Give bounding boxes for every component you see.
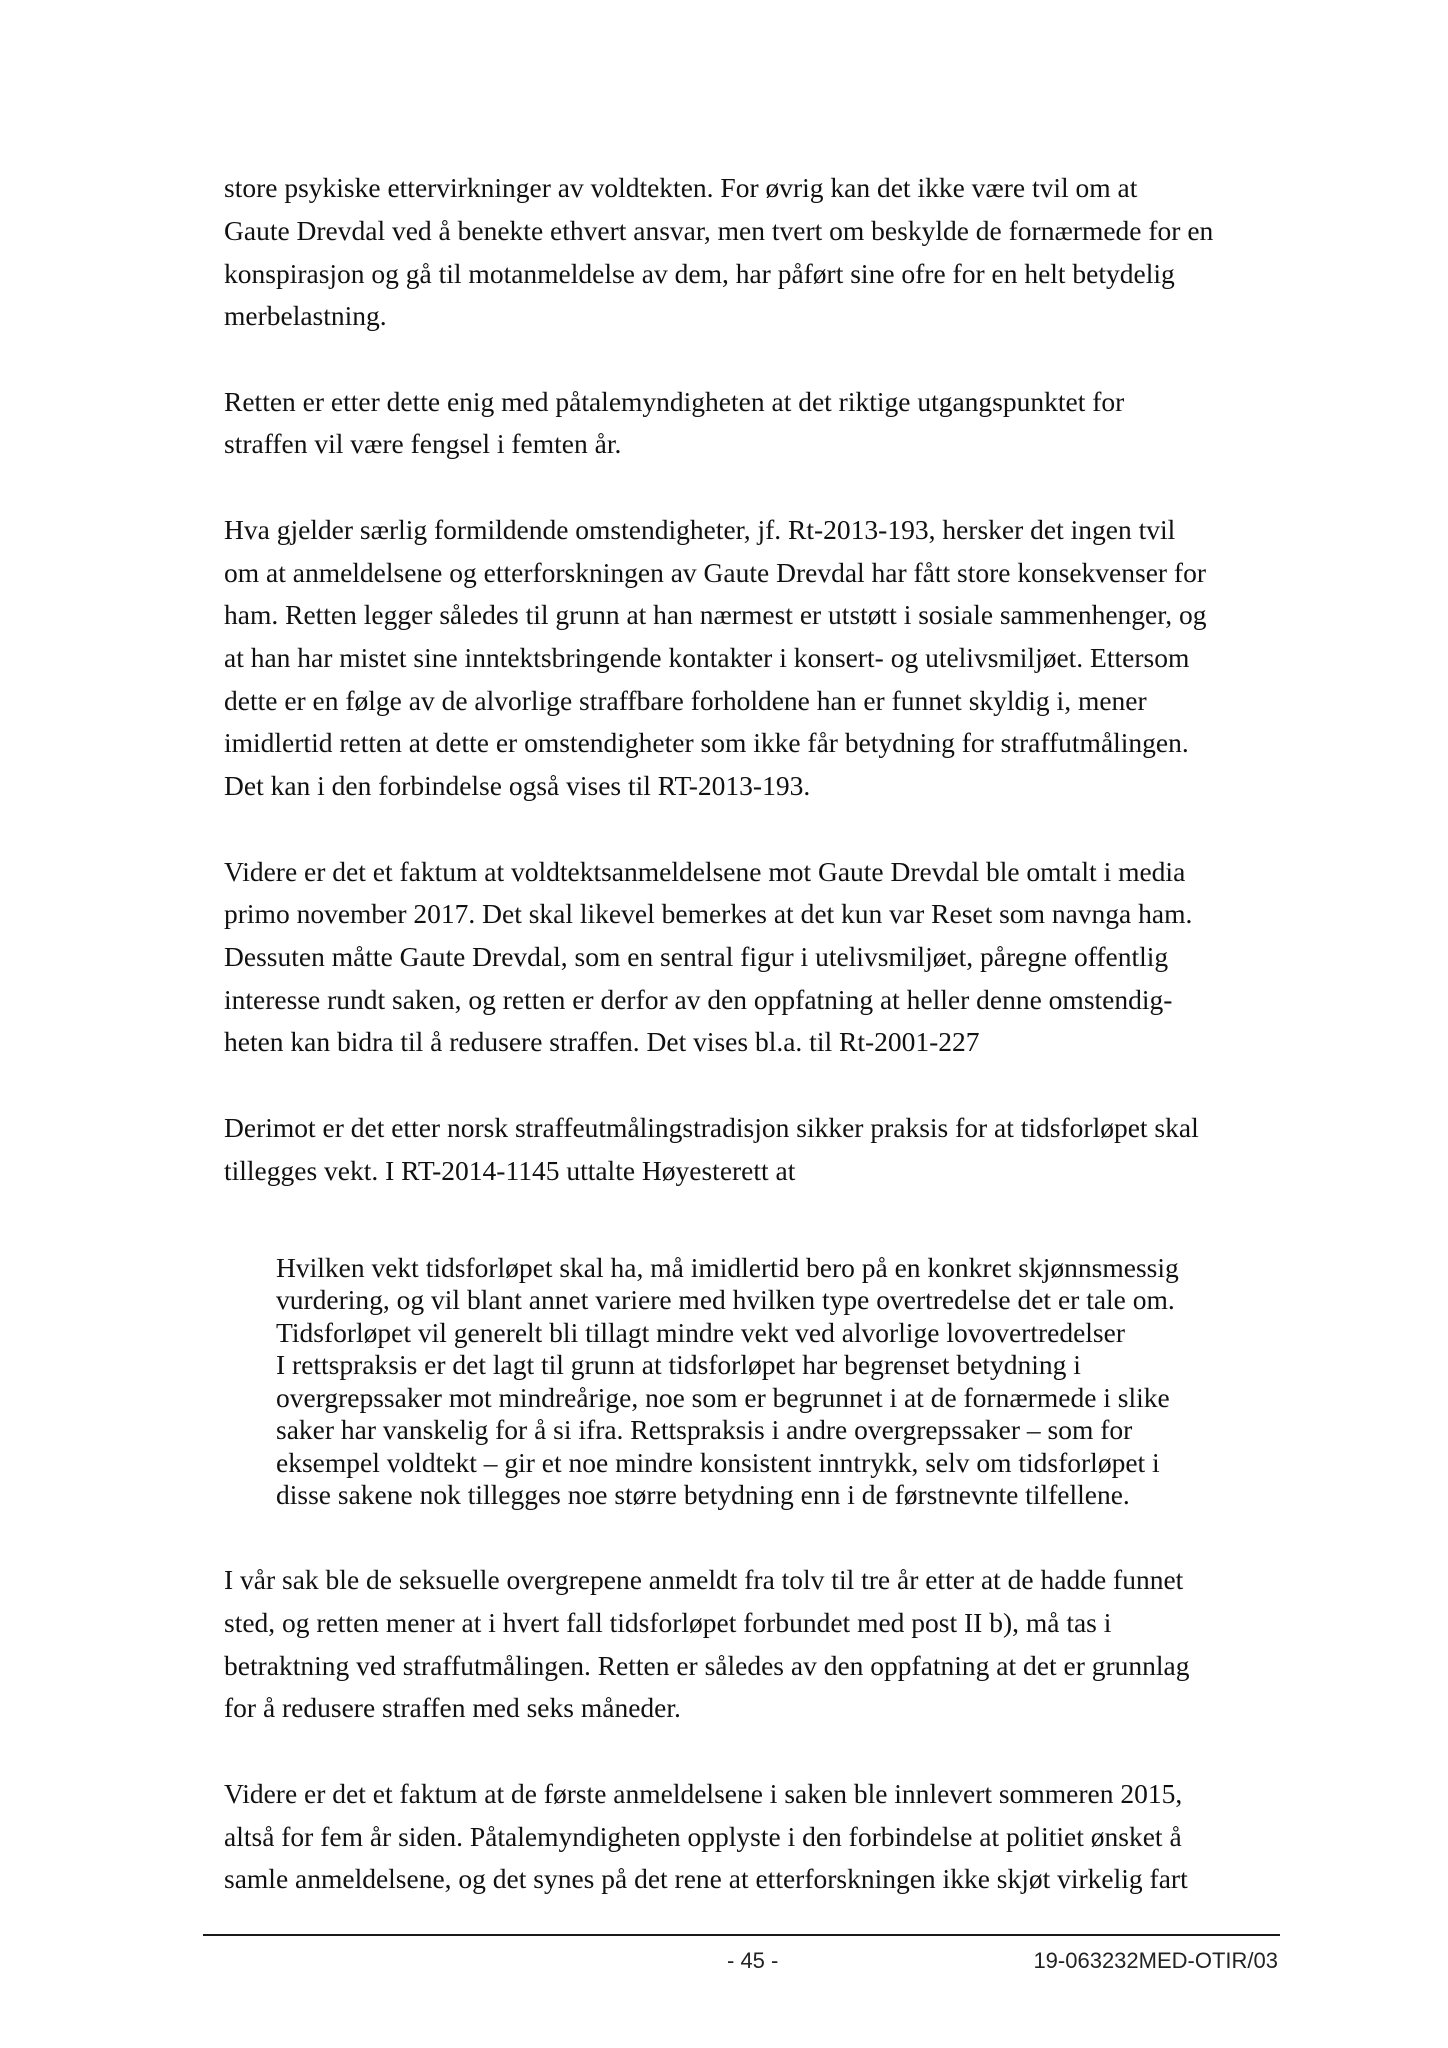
text-line: konspirasjon og gå til motanmeldelse av dem, har påført sine ofre for en helt betydelig (224, 258, 1175, 289)
quote-line: Tidsforløpet vil generelt bli tillagt mindre vekt ved alvorlige lovovertredelser (276, 1317, 1125, 1348)
quote-line: disse sakene nok tillegges noe større betydning enn i de førstnevnte tilfellene. (276, 1479, 1130, 1510)
page-number: - 45 - (727, 1948, 779, 1973)
quote-line: saker har vanskelig for å si ifra. Rettspraksis i andre overgrepssaker – som for (276, 1414, 1133, 1445)
text-line: Gaute Drevdal ved å benekte ethvert ansvar, men tvert om beskylde de fornærmede for en (224, 215, 1214, 246)
text-line: store psykiske ettervirkninger av voldtekten. For øvrig kan det ikke være tvil om at (224, 172, 1138, 203)
quote-line: Hvilken vekt tidsforløpet skal ha, må imidlertid bero på en konkret skjønnsmessig (276, 1252, 1179, 1283)
text-line: samle anmeldelsene, og det synes på det rene at etterforskningen ikke skjøt virkelig fart (224, 1863, 1188, 1894)
text-line: heten kan bidra til å redusere straffen. Det vises bl.a. til Rt-2001-227 (224, 1026, 980, 1057)
text-line: Retten er etter dette enig med påtalemyndigheten at det riktige utgangspunktet for (224, 386, 1125, 417)
text-line: Hva gjelder særlig formildende omstendigheter, jf. Rt-2013-193, hersker det ingen tvil (224, 514, 1176, 545)
text-line: straffen vil være fengsel i femten år. (224, 428, 622, 459)
text-line: om at anmeldelsene og etterforskningen av Gaute Drevdal har fått store konsekvenser for (224, 557, 1206, 588)
text-line: betraktning ved straffutmålingen. Retten er således av den oppfatning at det er grunnlag (224, 1650, 1190, 1681)
text-line: Videre er det et faktum at de første anmeldelsene i saken ble innlevert sommeren 2015, (224, 1778, 1183, 1809)
text-line: Det kan i den forbindelse også vises til RT-2013-193. (224, 770, 811, 801)
text-line: dette er en følge av de alvorlige straffbare forholdene han er funnet skyldig i, mener (224, 685, 1147, 716)
text-line: Derimot er det etter norsk straffeutmålingstradisjon sikker praksis for at tidsforløpet skal (224, 1112, 1199, 1143)
text-line: for å redusere straffen med seks måneder. (224, 1692, 681, 1723)
quote-line: overgrepssaker mot mindreårige, noe som er begrunnet i at de fornærmede i slike (276, 1382, 1170, 1413)
text-line: Videre er det et faktum at voldtektsanmeldelsene mot Gaute Drevdal ble omtalt i media (224, 856, 1186, 887)
text-line: primo november 2017. Det skal likevel bemerkes at det kun var Reset som navnga ham. (224, 898, 1193, 929)
text-line: tillegges vekt. I RT-2014-1145 uttalte Høyesterett at (224, 1155, 796, 1186)
text-line: ham. Retten legger således til grunn at han nærmest er utstøtt i sosiale sammenhenger, og (224, 599, 1207, 630)
text-line: sted, og retten mener at i hvert fall tidsforløpet forbundet med post II b), må tas i (224, 1607, 1112, 1638)
quote-line: I rettspraksis er det lagt til grunn at tidsforløpet har begrenset betydning i (276, 1349, 1081, 1380)
text-line: I vår sak ble de seksuelle overgrepene anmeldt fra tolv til tre år etter at de hadde funnet (224, 1564, 1184, 1595)
text-line: Dessuten måtte Gaute Drevdal, som en sentral figur i utelivsmiljøet, påregne offentlig (224, 941, 1169, 972)
case-number: 19-063232MED-OTIR/03 (1033, 1948, 1278, 1973)
text-line: interesse rundt saken, og retten er derfor av den oppfatning at heller denne omstendig- (224, 984, 1173, 1015)
text-line: imidlertid retten at dette er omstendigheter som ikke får betydning for straffutmålingen. (224, 727, 1189, 758)
text-line: merbelastning. (224, 300, 387, 331)
text-line: altså for fem år siden. Påtalemyndigheten opplyste i den forbindelse at politiet ønsket å (224, 1821, 1182, 1852)
quote-line: eksempel voldtekt – gir et noe mindre konsistent inntrykk, selv om tidsforløpet i (276, 1447, 1160, 1478)
text-line: at han har mistet sine inntektsbringende kontakter i konsert- og utelivsmiljøet. Ettersom (224, 642, 1190, 673)
footer-divider (203, 1934, 1280, 1936)
quote-line: vurdering, og vil blant annet variere med hvilken type overtredelse det er tale om. (276, 1284, 1175, 1315)
